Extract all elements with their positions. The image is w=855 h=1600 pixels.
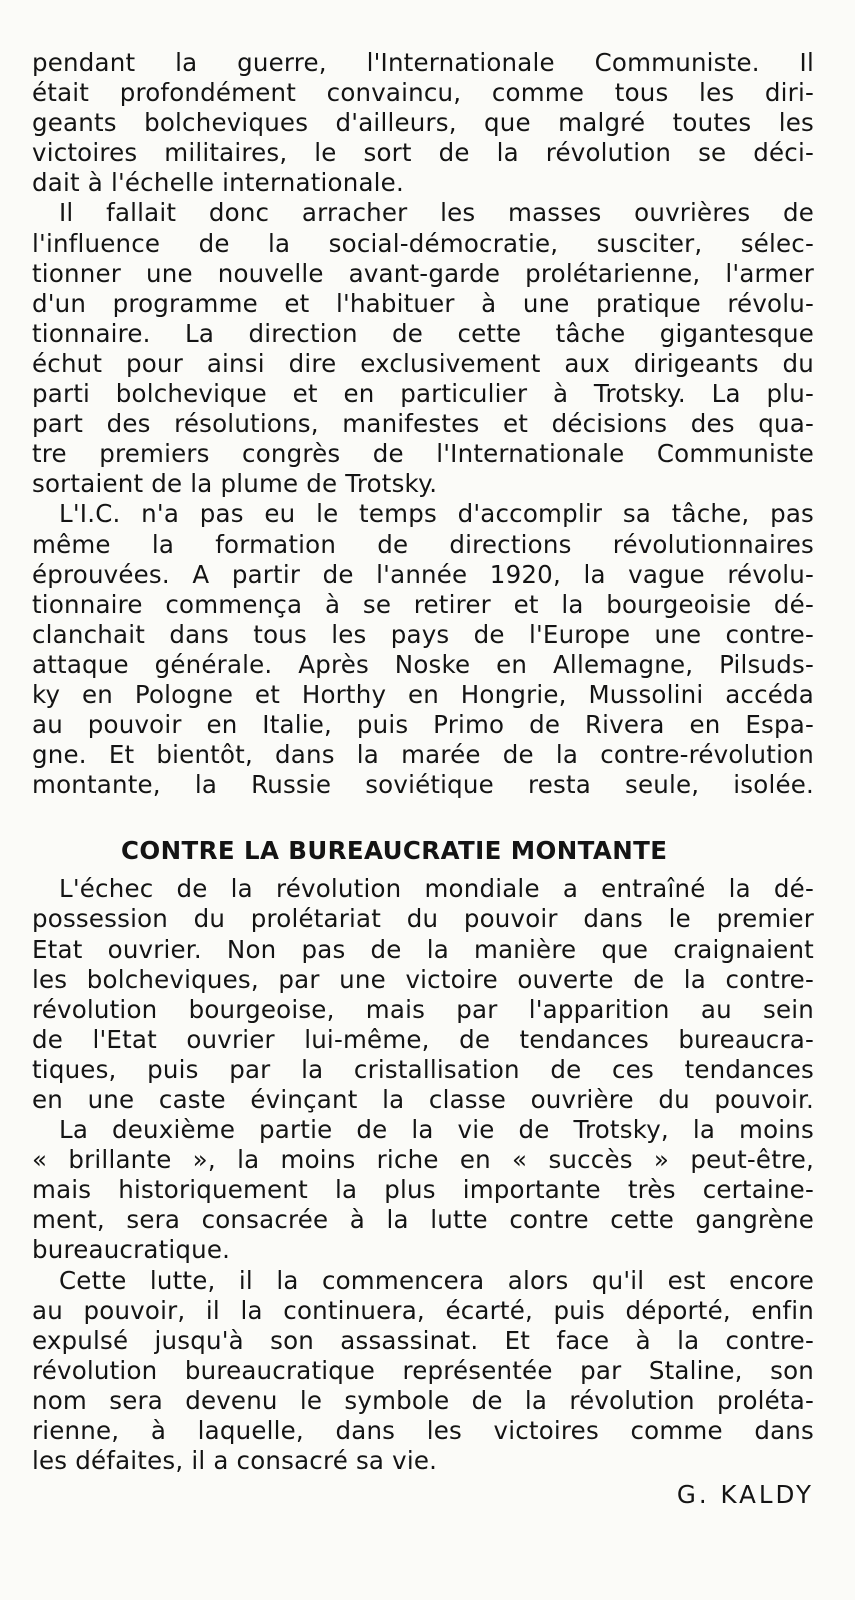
text-line: révolution bureaucratique représentée par Staline, son	[32, 1355, 814, 1385]
text-line: ment, sera consacrée à la lutte contre cette gangrène	[32, 1205, 814, 1235]
author-signature: G. KALDY	[676, 1480, 814, 1510]
text-line: possession du prolétariat du pouvoir dans le premier	[32, 904, 814, 934]
paragraph-3	[32, 499, 814, 800]
text-line: de l'Etat ouvrier lui-même, de tendances bureaucra-	[32, 1024, 814, 1054]
paragraph-1	[32, 48, 814, 198]
paragraph-4	[32, 874, 814, 1115]
paragraph-2	[32, 198, 814, 499]
text-line: échut pour ainsi dire exclusivement aux dirigeants du	[32, 348, 814, 378]
text-line: Il fallait donc arracher les masses ouvrières de	[59, 198, 814, 228]
text-line: tiques, puis par la cristallisation de ces tendances	[32, 1054, 814, 1084]
text-line: geants bolcheviques d'ailleurs, que malgré toutes les	[32, 108, 814, 138]
text-line: tionnaire. La direction de cette tâche gigantesque	[32, 318, 814, 348]
article-column	[32, 48, 814, 1510]
text-line: L'I.C. n'a pas eu le temps d'accomplir sa tâche, pas	[59, 499, 814, 529]
text-line: rienne, à laquelle, dans les victoires comme dans	[32, 1416, 814, 1446]
text-line: mais historiquement la plus importante très certaine-	[32, 1175, 814, 1205]
text-line: révolution bourgeoise, mais par l'apparition au sein	[32, 994, 814, 1024]
text-line: nom sera devenu le symbole de la révolution proléta-	[32, 1385, 814, 1415]
text-line: l'influence de la social-démocratie, susciter, sélec-	[32, 228, 814, 258]
text-line: sortaient de la plume de Trotsky.	[32, 469, 438, 499]
text-line: tre premiers congrès de l'Internationale Communiste	[32, 439, 814, 469]
text-line: ky en Pologne et Horthy en Hongrie, Mussolini accéda	[32, 679, 814, 709]
text-line: expulsé jusqu'à son assassinat. Et face à la contre-	[32, 1325, 814, 1355]
text-line: au pouvoir, il la continuera, écarté, puis déporté, enfin	[32, 1295, 814, 1325]
text-line: parti bolchevique et en particulier à Trotsky. La plu-	[32, 379, 814, 409]
text-line: Etat ouvrier. Non pas de la manière que craignaient	[32, 934, 814, 964]
text-line: part des résolutions, manifestes et décisions des qua-	[32, 409, 814, 439]
text-line: bureaucratique.	[32, 1235, 231, 1265]
text-line: en une caste évinçant la classe ouvrière du pouvoir.	[32, 1085, 814, 1114]
paragraph-6	[32, 1266, 814, 1477]
text-line: éprouvées. A partir de l'année 1920, la vague révolu-	[32, 559, 814, 589]
text-line: « brillante », la moins riche en « succès » peut-être,	[32, 1145, 814, 1175]
paragraph-5	[32, 1115, 814, 1265]
text-line: gne. Et bientôt, dans la marée de la contre-révolution	[32, 740, 814, 770]
text-line: au pouvoir en Italie, puis Primo de Rivera en Espa-	[32, 710, 814, 740]
text-line: La deuxième partie de la vie de Trotsky, la moins	[59, 1115, 814, 1145]
text-line: Cette lutte, il la commencera alors qu'il est encore	[59, 1265, 814, 1295]
text-line: d'un programme et l'habituer à une pratique révolu-	[32, 288, 814, 318]
text-line: victoires militaires, le sort de la révolution se déci-	[32, 138, 814, 168]
text-line: clanchait dans tous les pays de l'Europe une contre-	[32, 619, 814, 649]
text-line: était profondément convaincu, comme tous les diri-	[32, 78, 814, 108]
text-line: montante, la Russie soviétique resta seule, isolée.	[32, 770, 814, 800]
text-line: même la formation de directions révolutionnaires	[32, 529, 814, 559]
section-heading: CONTRE LA BUREAUCRATIE MONTANTE	[121, 836, 668, 866]
text-line: tionner une nouvelle avant-garde prolétarienne, l'armer	[32, 258, 814, 288]
text-line: tionnaire commença à se retirer et la bourgeoisie dé-	[32, 589, 814, 619]
text-line: attaque générale. Après Noske en Allemagne, Pilsuds-	[32, 649, 814, 679]
text-line: les bolcheviques, par une victoire ouverte de la contre-	[32, 964, 814, 994]
text-line: dait à l'échelle internationale.	[32, 168, 404, 198]
text-line: les défaites, il a consacré sa vie.	[32, 1446, 438, 1476]
text-line: L'échec de la révolution mondiale a entraîné la dé-	[59, 874, 814, 904]
text-line: pendant la guerre, l'Internationale Communiste. Il	[32, 48, 814, 77]
